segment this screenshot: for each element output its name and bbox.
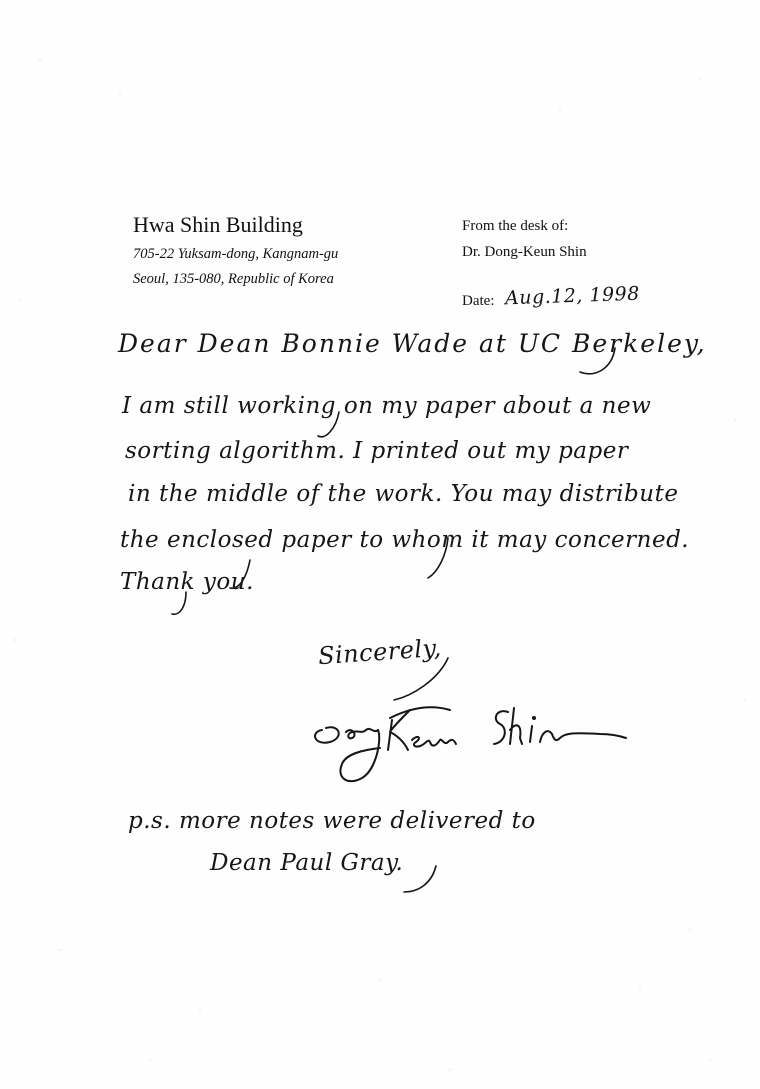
salutation: Dear Dean Bonnie Wade at UC Berkeley, — [118, 329, 707, 358]
postscript-line: p.s. more notes were delivered to — [128, 808, 536, 834]
date-label: Date: — [462, 293, 495, 309]
body-line: I am still working on my paper about a new — [122, 393, 652, 419]
closing: Sincerely, — [317, 633, 443, 671]
body-line: sorting algorithm. I printed out my paper — [125, 438, 629, 464]
from-desk-label: From the desk of: — [462, 218, 569, 234]
signature — [300, 690, 630, 800]
body-line: in the middle of the work. You may distribute — [128, 481, 679, 507]
from-desk-name: Dr. Dong-Keun Shin — [462, 244, 587, 260]
letterhead-name: Hwa Shin Building — [133, 212, 303, 237]
body-line: the enclosed paper to whom it may concerned. — [120, 527, 690, 553]
body-line: Thank you. — [120, 569, 254, 595]
date-value: Aug.12, 1998 — [504, 282, 641, 310]
address-line-2: Seoul, 135-080, Republic of Korea — [133, 271, 334, 287]
postscript-line: Dean Paul Gray. — [210, 850, 404, 876]
address-line-1: 705-22 Yuksam-dong, Kangnam-gu — [133, 246, 339, 262]
